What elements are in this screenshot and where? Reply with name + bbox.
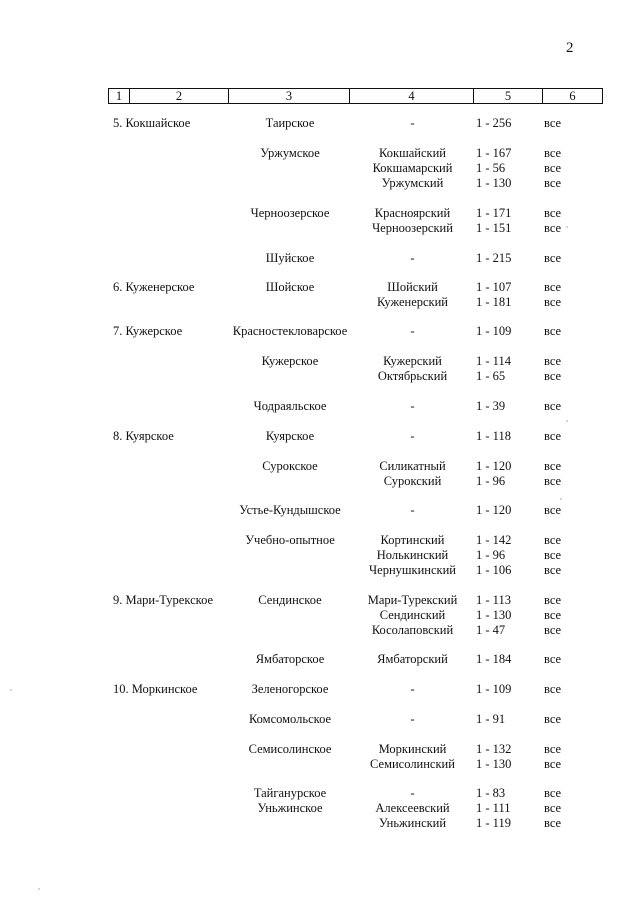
cell-c5: 1 - 56 [476,161,506,175]
table-row [0,221,639,236]
table-row [0,429,639,444]
cell-c4: Шойский [387,280,438,294]
cell-c5: 1 - 119 [476,816,511,830]
cell-c5: 1 - 39 [476,399,506,413]
cell-c2: 6. Куженерское [113,280,195,294]
table-row [0,280,639,295]
cell-c5: 1 - 118 [476,429,511,443]
cell-c5: 1 - 130 [476,757,512,771]
table-row [0,146,639,161]
cell-c5: 1 - 91 [476,712,506,726]
cell-c3: Красностекловарское [232,324,348,338]
cell-c5: 1 - 96 [476,474,506,488]
cell-c3: Учебно-опытное [245,533,335,547]
cell-c5: 1 - 47 [476,623,506,637]
cell-c6: все [544,712,562,726]
cell-c4: - [410,324,415,338]
cell-c4: Красноярский [374,206,451,220]
cell-c3: Сурокское [262,459,318,473]
table-row [0,608,639,623]
cell-c6: все [544,757,562,771]
cell-c6: все [544,221,562,235]
cell-c4: Моркинский [378,742,447,756]
cell-c6: все [544,161,562,175]
cell-c4: - [410,712,415,726]
table-row [0,116,639,131]
cell-c6: все [544,786,562,800]
cell-c5: 1 - 142 [476,533,512,547]
scan-speck [560,498,562,500]
cell-c3: Тайганурское [253,786,327,800]
header-col-2: 2 [130,89,229,104]
cell-c4: Семисолинский [370,757,455,771]
cell-c6: все [544,593,562,607]
table-row [0,369,639,384]
table-row [0,623,639,638]
cell-c4: Черноозерский [372,221,453,235]
cell-c4: Нолькинский [376,548,449,562]
table-row [0,652,639,667]
cell-c2: 5. Кокшайское [113,116,191,130]
cell-c5: 1 - 120 [476,459,512,473]
cell-c4: - [410,786,415,800]
cell-c4: Ямбаторский [377,652,448,666]
table-row [0,563,639,578]
cell-c3: Зеленогорское [251,682,329,696]
table-row [0,206,639,221]
cell-c4: - [410,116,415,130]
cell-c5: 1 - 184 [476,652,512,666]
table-row [0,503,639,518]
cell-c6: все [544,474,562,488]
cell-c6: все [544,816,562,830]
cell-c6: все [544,116,562,130]
cell-c6: все [544,280,562,294]
cell-c4: Куженерский [377,295,448,309]
cell-c5: 1 - 113 [476,593,511,607]
cell-c6: все [544,251,562,265]
header-col-3: 3 [229,89,350,104]
cell-c6: все [544,324,562,338]
cell-c6: все [544,206,562,220]
table-row [0,816,639,831]
cell-c6: все [544,548,562,562]
cell-c5: 1 - 109 [476,682,512,696]
cell-c4: Кортинский [380,533,445,547]
cell-c4: Сендинский [379,608,446,622]
cell-c5: 1 - 109 [476,324,512,338]
cell-c6: все [544,369,562,383]
header-row [109,89,603,104]
table-row [0,712,639,727]
cell-c6: все [544,563,562,577]
cell-c6: все [544,295,562,309]
cell-c2: 10. Моркинское [113,682,198,696]
header-col-1: 1 [109,89,130,104]
table-row [0,786,639,801]
cell-c6: все [544,623,562,637]
table-row [0,742,639,757]
cell-c5: 1 - 167 [476,146,512,160]
cell-c4: Уньжинский [378,816,447,830]
header-col-6: 6 [543,89,603,104]
cell-c5: 1 - 215 [476,251,512,265]
cell-c4: - [410,503,415,517]
page-number: 2 [566,40,574,56]
table-row [0,324,639,339]
cell-c6: все [544,459,562,473]
cell-c5: 1 - 256 [476,116,512,130]
table-row [0,548,639,563]
cell-c6: все [544,682,562,696]
cell-c4: Алексеевский [375,801,450,815]
cell-c6: все [544,801,562,815]
scan-speck [10,689,12,691]
cell-c2: 9. Мари-Турекское [113,593,214,607]
cell-c4: Косолаповский [371,623,454,637]
cell-c3: Чодраяльское [253,399,327,413]
cell-c6: все [544,146,562,160]
cell-c3: Уржумское [260,146,320,160]
cell-c3: Куярское [265,429,315,443]
cell-c4: Чернушкинский [369,563,456,577]
cell-c6: все [544,652,562,666]
cell-c4: - [410,682,415,696]
cell-c4: Сурокский [383,474,442,488]
cell-c4: Кокшамарский [372,161,453,175]
cell-c3: Уньжинское [257,801,323,815]
cell-c5: 1 - 111 [476,801,511,815]
header-col-4: 4 [350,89,474,104]
cell-c6: все [544,742,562,756]
cell-c4: Мари-Турекский [367,593,458,607]
table-row [0,161,639,176]
table-row [0,459,639,474]
header-col-5: 5 [474,89,543,104]
table-row [0,354,639,369]
cell-c6: все [544,176,562,190]
cell-c4: Октябрьский [377,369,448,383]
cell-c2: 7. Кужерское [113,324,183,338]
table-row [0,801,639,816]
cell-c4: Кужерский [383,354,442,368]
table-row [0,295,639,310]
scan-speck [38,888,40,890]
cell-c6: все [544,429,562,443]
cell-c5: 1 - 181 [476,295,512,309]
cell-c5: 1 - 65 [476,369,506,383]
cell-c4: Кокшайский [379,146,446,160]
table-row [0,682,639,697]
scan-speck [566,226,568,228]
table-row [0,176,639,191]
cell-c5: 1 - 151 [476,221,512,235]
cell-c5: 1 - 114 [476,354,511,368]
cell-c3: Черноозерское [250,206,330,220]
cell-c6: все [544,354,562,368]
cell-c4: Уржумский [381,176,444,190]
cell-c5: 1 - 96 [476,548,506,562]
cell-c6: все [544,608,562,622]
cell-c5: 1 - 106 [476,563,512,577]
cell-c5: 1 - 171 [476,206,512,220]
scan-speck [566,420,568,422]
cell-c5: 1 - 130 [476,608,512,622]
table-row [0,399,639,414]
cell-c3: Устье-Кундышское [239,503,341,517]
cell-c6: все [544,503,562,517]
cell-c2: 8. Куярское [113,429,174,443]
cell-c4: - [410,251,415,265]
cell-c3: Кужерское [261,354,319,368]
table-row [0,757,639,772]
cell-c3: Ямбаторское [255,652,325,666]
cell-c5: 1 - 107 [476,280,512,294]
cell-c5: 1 - 120 [476,503,512,517]
cell-c4: Силикатный [379,459,446,473]
cell-c3: Шойское [265,280,315,294]
cell-c3: Сендинское [258,593,322,607]
cell-c6: все [544,399,562,413]
cell-c4: - [410,399,415,413]
column-number-header [108,88,603,104]
cell-c5: 1 - 132 [476,742,512,756]
cell-c5: 1 - 83 [476,786,506,800]
cell-c3: Комсомольское [248,712,332,726]
cell-c4: - [410,429,415,443]
cell-c3: Шуйское [265,251,315,265]
table-row [0,593,639,608]
cell-c3: Семисолинское [248,742,332,756]
cell-c3: Таирское [265,116,315,130]
table-row [0,474,639,489]
cell-c6: все [544,533,562,547]
cell-c5: 1 - 130 [476,176,512,190]
table-row [0,251,639,266]
table-row [0,533,639,548]
